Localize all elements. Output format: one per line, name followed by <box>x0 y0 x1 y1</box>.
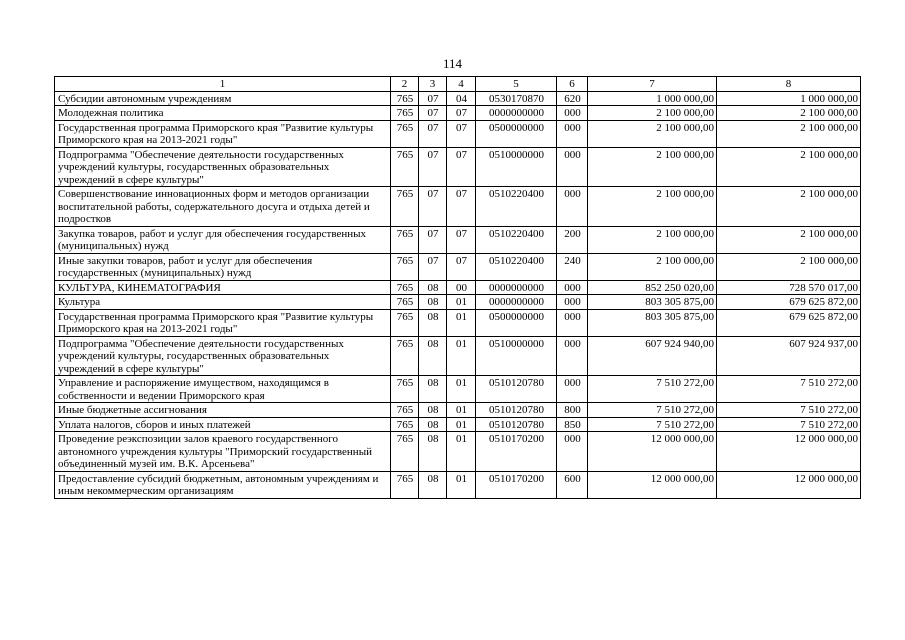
amount-col8: 7 510 272,00 <box>717 417 861 432</box>
amount-col8: 2 100 000,00 <box>717 147 861 187</box>
target-article-code: 0510000000 <box>476 147 557 187</box>
row-name: Совершенствование инновационных форм и методов организации воспитательной работы, содержательного досуга и отдыха детей и подростков <box>55 187 391 227</box>
row-name: Подпрограмма "Обеспечение деятельности государственных учреждений культуры, государственных образовательных учреждений в сфере культуры" <box>55 147 391 187</box>
column-header: 3 <box>419 77 447 92</box>
subsection-code: 01 <box>447 376 476 403</box>
subsection-code: 00 <box>447 280 476 295</box>
amount-col7: 12 000 000,00 <box>588 432 717 472</box>
ministry-code: 765 <box>391 106 419 121</box>
amount-col7: 852 250 020,00 <box>588 280 717 295</box>
target-article-code: 0500000000 <box>476 309 557 336</box>
expense-type-code: 850 <box>557 417 588 432</box>
subsection-code: 01 <box>447 309 476 336</box>
table-row <box>55 336 861 376</box>
table-row <box>55 187 861 227</box>
ministry-code: 765 <box>391 147 419 187</box>
row-name: Субсидии автономным учреждениям <box>55 91 391 106</box>
amount-col7: 607 924 940,00 <box>588 336 717 376</box>
table-row <box>55 376 861 403</box>
ministry-code: 765 <box>391 120 419 147</box>
subsection-code: 07 <box>447 106 476 121</box>
target-article-code: 0510170200 <box>476 432 557 472</box>
ministry-code: 765 <box>391 187 419 227</box>
target-article-code: 0510170200 <box>476 471 557 498</box>
expense-type-code: 620 <box>557 91 588 106</box>
amount-col7: 7 510 272,00 <box>588 417 717 432</box>
table-row <box>55 403 861 418</box>
column-header: 8 <box>717 77 861 92</box>
column-header: 7 <box>588 77 717 92</box>
subsection-code: 07 <box>447 120 476 147</box>
amount-col8: 7 510 272,00 <box>717 403 861 418</box>
section-code: 07 <box>419 147 447 187</box>
target-article-code: 0000000000 <box>476 280 557 295</box>
target-article-code: 0500000000 <box>476 120 557 147</box>
amount-col8: 12 000 000,00 <box>717 471 861 498</box>
row-name: Подпрограмма "Обеспечение деятельности государственных учреждений культуры, государственных образовательных учреждений в сфере культуры" <box>55 336 391 376</box>
expense-type-code: 800 <box>557 403 588 418</box>
section-code: 08 <box>419 309 447 336</box>
table-row <box>55 471 861 498</box>
amount-col8: 1 000 000,00 <box>717 91 861 106</box>
ministry-code: 765 <box>391 471 419 498</box>
ministry-code: 765 <box>391 309 419 336</box>
row-name: Культура <box>55 295 391 310</box>
row-name: Иные бюджетные ассигнования <box>55 403 391 418</box>
subsection-code: 01 <box>447 471 476 498</box>
section-code: 08 <box>419 376 447 403</box>
expense-type-code: 000 <box>557 187 588 227</box>
table-row <box>55 295 861 310</box>
table-row <box>55 120 861 147</box>
section-code: 08 <box>419 295 447 310</box>
section-code: 08 <box>419 280 447 295</box>
expense-type-code: 000 <box>557 106 588 121</box>
ministry-code: 765 <box>391 91 419 106</box>
amount-col8: 607 924 937,00 <box>717 336 861 376</box>
subsection-code: 01 <box>447 403 476 418</box>
amount-col7: 2 100 000,00 <box>588 187 717 227</box>
subsection-code: 01 <box>447 417 476 432</box>
ministry-code: 765 <box>391 403 419 418</box>
column-header: 4 <box>447 77 476 92</box>
target-article-code: 0510220400 <box>476 187 557 227</box>
column-header: 5 <box>476 77 557 92</box>
target-article-code: 0510220400 <box>476 253 557 280</box>
expense-type-code: 600 <box>557 471 588 498</box>
expense-type-code: 000 <box>557 147 588 187</box>
table-row <box>55 106 861 121</box>
ministry-code: 765 <box>391 376 419 403</box>
target-article-code: 0510120780 <box>476 417 557 432</box>
section-code: 07 <box>419 226 447 253</box>
subsection-code: 01 <box>447 432 476 472</box>
ministry-code: 765 <box>391 295 419 310</box>
amount-col8: 728 570 017,00 <box>717 280 861 295</box>
ministry-code: 765 <box>391 253 419 280</box>
section-code: 07 <box>419 253 447 280</box>
section-code: 08 <box>419 471 447 498</box>
amount-col8: 679 625 872,00 <box>717 295 861 310</box>
row-name: Государственная программа Приморского края "Развитие культуры Приморского края на 2013-2021 годы" <box>55 120 391 147</box>
amount-col8: 2 100 000,00 <box>717 187 861 227</box>
ministry-code: 765 <box>391 336 419 376</box>
amount-col8: 2 100 000,00 <box>717 226 861 253</box>
subsection-code: 04 <box>447 91 476 106</box>
table-row <box>55 417 861 432</box>
table-row <box>55 226 861 253</box>
section-code: 08 <box>419 417 447 432</box>
row-name: Молодежная политика <box>55 106 391 121</box>
amount-col8: 679 625 872,00 <box>717 309 861 336</box>
target-article-code: 0510120780 <box>476 376 557 403</box>
amount-col7: 2 100 000,00 <box>588 253 717 280</box>
amount-col8: 12 000 000,00 <box>717 432 861 472</box>
row-name: Государственная программа Приморского края "Развитие культуры Приморского края на 2013-2021 годы" <box>55 309 391 336</box>
amount-col7: 803 305 875,00 <box>588 309 717 336</box>
column-header: 1 <box>55 77 391 92</box>
amount-col8: 2 100 000,00 <box>717 120 861 147</box>
amount-col7: 803 305 875,00 <box>588 295 717 310</box>
table-row <box>55 309 861 336</box>
subsection-code: 07 <box>447 226 476 253</box>
target-article-code: 0510000000 <box>476 336 557 376</box>
budget-table <box>54 76 861 499</box>
section-code: 07 <box>419 120 447 147</box>
row-name: КУЛЬТУРА, КИНЕМАТОГРАФИЯ <box>55 280 391 295</box>
target-article-code: 0000000000 <box>476 295 557 310</box>
expense-type-code: 000 <box>557 280 588 295</box>
column-header: 6 <box>557 77 588 92</box>
section-code: 07 <box>419 106 447 121</box>
target-article-code: 0510120780 <box>476 403 557 418</box>
page-number: 114 <box>442 56 463 71</box>
row-name: Предоставление субсидий бюджетным, автономным учреждениям и иным некоммерческим организациям <box>55 471 391 498</box>
table-body <box>55 91 861 498</box>
target-article-code: 0000000000 <box>476 106 557 121</box>
table-row <box>55 91 861 106</box>
table-header-row <box>55 77 861 92</box>
amount-col7: 2 100 000,00 <box>588 226 717 253</box>
row-name: Проведение реэкспозиции залов краевого государственного автономного учреждения культуры "Приморский государственный объединенный музей им. В.К. Арсеньева" <box>55 432 391 472</box>
expense-type-code: 240 <box>557 253 588 280</box>
ministry-code: 765 <box>391 226 419 253</box>
target-article-code: 0530170870 <box>476 91 557 106</box>
subsection-code: 01 <box>447 336 476 376</box>
section-code: 07 <box>419 91 447 106</box>
table-row <box>55 432 861 472</box>
row-name: Уплата налогов, сборов и иных платежей <box>55 417 391 432</box>
expense-type-code: 000 <box>557 120 588 147</box>
expense-type-code: 000 <box>557 309 588 336</box>
amount-col7: 1 000 000,00 <box>588 91 717 106</box>
expense-type-code: 000 <box>557 432 588 472</box>
section-code: 08 <box>419 403 447 418</box>
expense-type-code: 000 <box>557 336 588 376</box>
table-row <box>55 147 861 187</box>
row-name: Закупка товаров, работ и услуг для обеспечения государственных (муниципальных) нужд <box>55 226 391 253</box>
amount-col7: 12 000 000,00 <box>588 471 717 498</box>
amount-col8: 7 510 272,00 <box>717 376 861 403</box>
amount-col7: 2 100 000,00 <box>588 120 717 147</box>
amount-col7: 2 100 000,00 <box>588 147 717 187</box>
row-name: Управление и распоряжение имуществом, находящимся в собственности и ведении Приморского края <box>55 376 391 403</box>
expense-type-code: 200 <box>557 226 588 253</box>
amount-col8: 2 100 000,00 <box>717 106 861 121</box>
amount-col8: 2 100 000,00 <box>717 253 861 280</box>
amount-col7: 7 510 272,00 <box>588 376 717 403</box>
subsection-code: 07 <box>447 147 476 187</box>
row-name: Иные закупки товаров, работ и услуг для обеспечения государственных (муниципальных) нужд <box>55 253 391 280</box>
ministry-code: 765 <box>391 280 419 295</box>
amount-col7: 7 510 272,00 <box>588 403 717 418</box>
target-article-code: 0510220400 <box>476 226 557 253</box>
subsection-code: 07 <box>447 187 476 227</box>
section-code: 07 <box>419 187 447 227</box>
ministry-code: 765 <box>391 417 419 432</box>
section-code: 08 <box>419 336 447 376</box>
amount-col7: 2 100 000,00 <box>588 106 717 121</box>
section-code: 08 <box>419 432 447 472</box>
table-row <box>55 253 861 280</box>
table-row <box>55 280 861 295</box>
expense-type-code: 000 <box>557 295 588 310</box>
ministry-code: 765 <box>391 432 419 472</box>
subsection-code: 07 <box>447 253 476 280</box>
expense-type-code: 000 <box>557 376 588 403</box>
column-header: 2 <box>391 77 419 92</box>
subsection-code: 01 <box>447 295 476 310</box>
